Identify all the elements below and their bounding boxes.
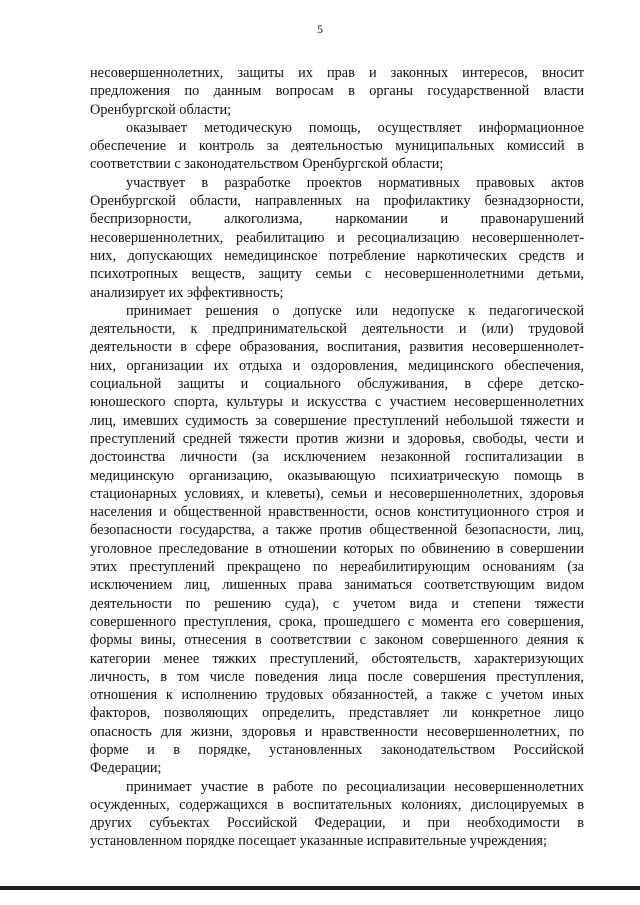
text-line: принимает участие в работе по ресоциализации несовершеннолетних <box>126 778 584 795</box>
text-line: личность, в том числе поведения лица после совершения преступления, <box>90 668 584 685</box>
text-line: психотропных веществ, защиту семьи с несовершеннолетними детьми, <box>90 266 584 283</box>
text-line: факторов, позволяющих определить, представляет ли конкретное лицо <box>90 705 584 722</box>
text-line: этих преступлений прекращено по нереабилитирующим основаниям (за <box>90 559 584 576</box>
paragraph <box>90 64 584 119</box>
text-line: беспризорности, алкоголизма, наркомании и правонарушений <box>90 211 584 228</box>
text-line: обеспечение и контроль за деятельностью муниципальных комиссий в <box>90 138 584 155</box>
text-line: соответствии с законодательством Оренбургской области; <box>90 156 444 173</box>
text-line: Оренбургской области, направленных на профилактику безнадзорности, <box>90 193 584 210</box>
text-line: безопасности государства, а также против общественной безопасности, лиц, <box>90 522 584 539</box>
text-line: анализирует их эффективность; <box>90 284 284 301</box>
text-line: отношения к исполнению трудовых обязанностей, а также с учетом иных <box>90 687 584 704</box>
text-line: оказывает методическую помощь, осуществляет информационное <box>126 119 584 136</box>
text-line: исключением лиц, лишенных права заниматься соответствующим видом <box>90 577 584 594</box>
text-line: юношеского спорта, культуры и искусства с участием несовершеннолетних <box>90 394 584 411</box>
text-line: форме и в порядке, установленных законодательством Российской <box>90 741 584 758</box>
paragraph <box>90 778 584 851</box>
paragraph <box>90 174 584 302</box>
text-line: участвует в разработке проектов нормативных правовых актов <box>126 174 584 191</box>
paragraph <box>90 302 584 778</box>
text-line: социальной защиты и социального обслуживания, в сфере детско- <box>90 376 584 393</box>
text-line: преступлений средней тяжести против жизни и здоровья, свободы, чести и <box>90 430 584 447</box>
text-line: установленном порядке посещает указанные исправительные учреждения; <box>90 833 547 850</box>
text-line: принимает решения о допуске или недопуске к педагогической <box>126 302 584 319</box>
paragraph <box>90 119 584 174</box>
text-line: населения и общественной нравственности, основ конституционного строя и <box>90 504 584 521</box>
text-line: них, допускающих немедицинское потребление наркотических средств и <box>90 247 584 264</box>
page-number: 5 <box>317 22 323 36</box>
text-line: Федерации; <box>90 760 162 777</box>
text-line: несовершеннолетних, защиты их прав и законных интересов, вносит <box>90 65 584 81</box>
text-line: осужденных, содержащихся в воспитательных колониях, дислоцируемых в <box>90 796 584 813</box>
text-line: достоинства личности (за исключением незаконной госпитализации в <box>90 449 584 466</box>
text-line: категории менее тяжких преступлений, обстоятельств, характеризующих <box>90 650 584 667</box>
text-line: деятельности, к предпринимательской деятельности и (или) трудовой <box>90 321 584 338</box>
document-body <box>90 64 584 851</box>
text-line: медицинскую организацию, оказывающую психиатрическую помощь в <box>90 467 584 484</box>
text-line: деятельности в сфере образования, воспитания, развития несовершеннолет- <box>90 339 584 356</box>
page-bottom-border <box>0 886 640 890</box>
text-line: несовершеннолетних, реабилитацию и ресоциализацию несовершеннолет- <box>90 229 584 246</box>
text-line: деятельности по решению суда), с учетом вида и степени тяжести <box>90 595 584 612</box>
text-line: них, организации их отдыха и оздоровления, медицинского обеспечения, <box>90 357 584 374</box>
text-line: опасность для жизни, здоровья и нравственности несовершеннолетних, по <box>90 723 584 740</box>
text-line: совершенного преступления, срока, прошедшего с момента его совершения, <box>90 613 584 630</box>
text-line: формы вины, отнесения в соответствии с законом совершенного деяния к <box>90 632 584 649</box>
text-line: других субъектах Российской Федерации, и при необходимости в <box>90 815 584 832</box>
text-line: стационарных условиях, и клеветы), семьи и несовершеннолетних, здоровья <box>90 485 584 502</box>
text-line: лиц, имевших судимость за совершение преступлений небольшой тяжести и <box>90 412 584 429</box>
text-line: Оренбургской области; <box>90 101 232 118</box>
text-line: предложения по данным вопросам в органы государственной власти <box>90 83 584 100</box>
text-line: уголовное преследование в отношении которых по обвинению в совершении <box>90 540 584 557</box>
